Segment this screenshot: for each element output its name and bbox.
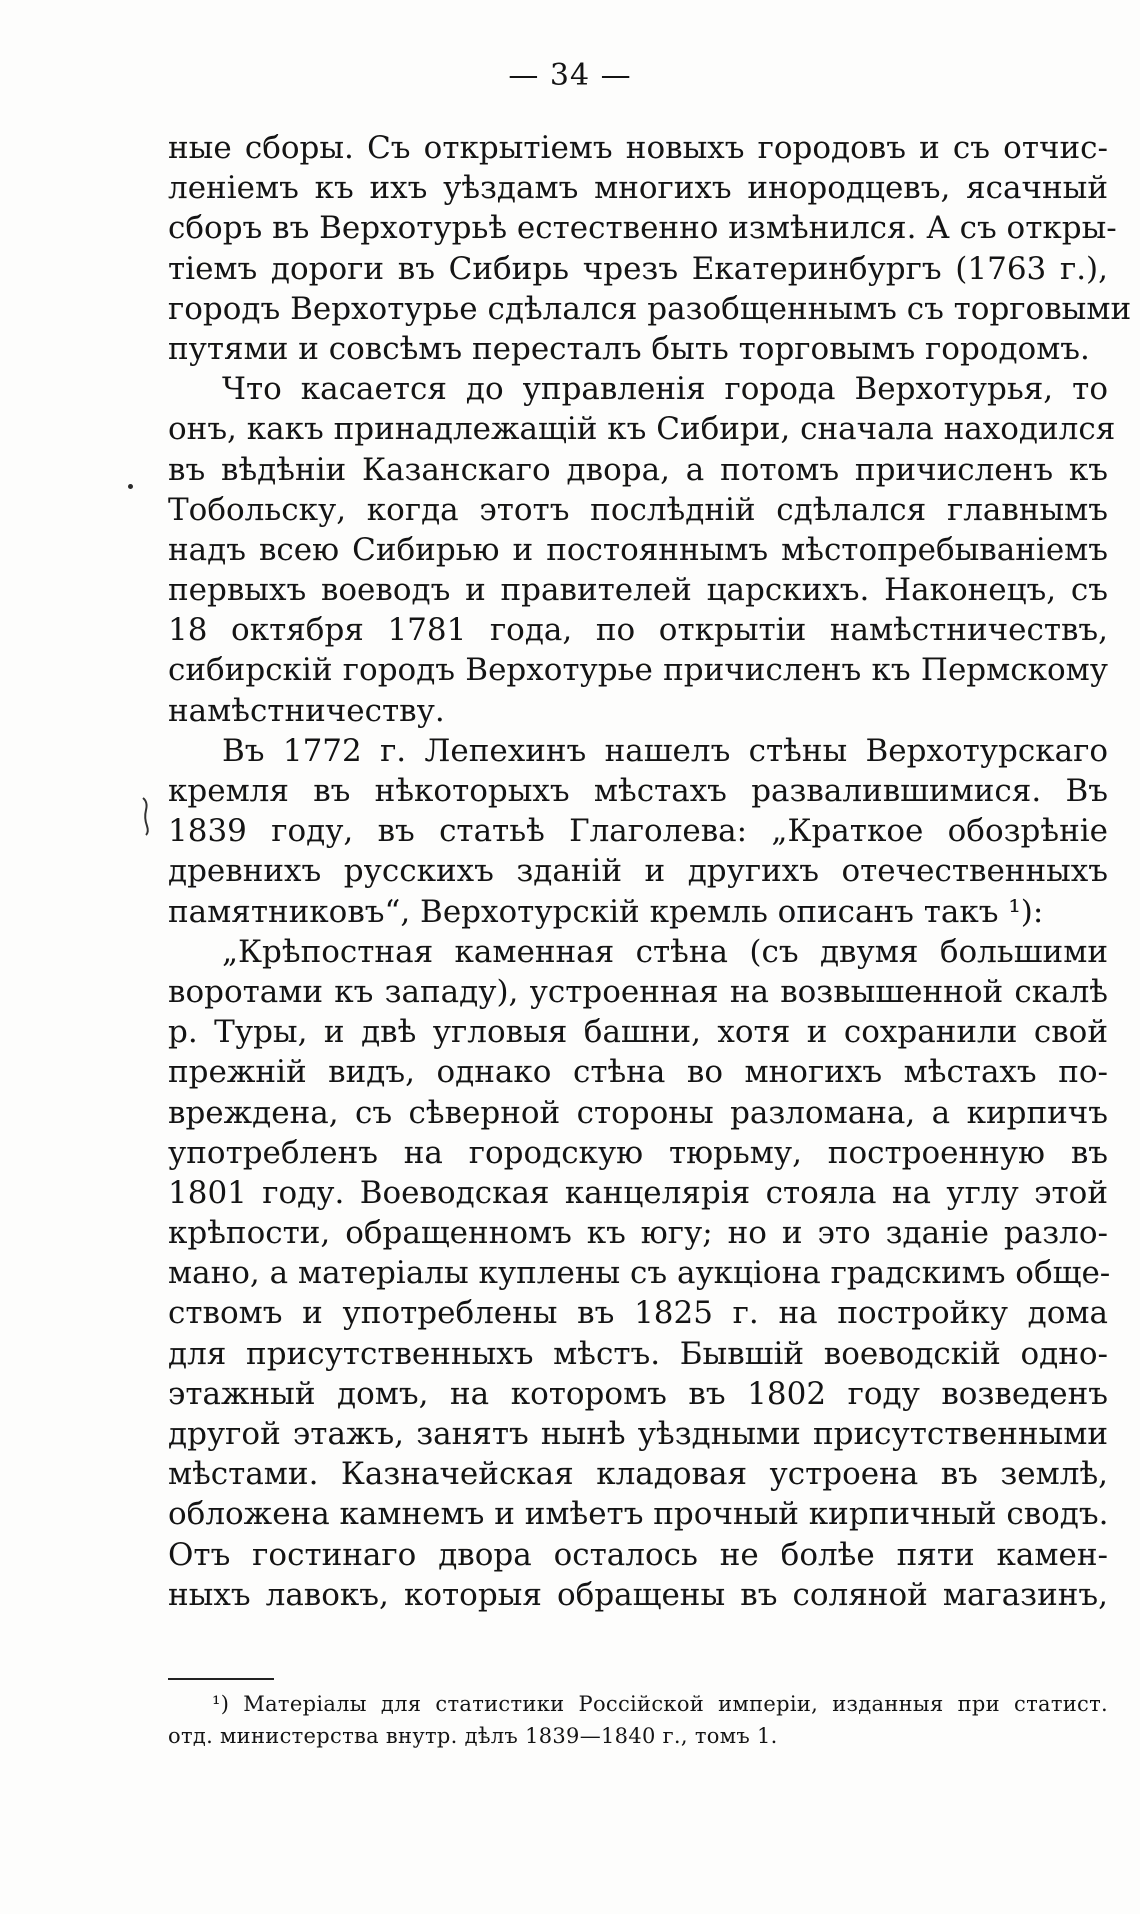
text-line: употребленъ на городскую тюрьму, построенную въ <box>168 1134 1108 1171</box>
text-line: намѣстничеству. <box>168 692 445 729</box>
text-line: мано, а матеріалы куплены съ аукціона градскимъ обще- <box>168 1255 1111 1292</box>
text-line: надъ всею Сибирью и постояннымъ мѣстопребываніемъ <box>168 531 1108 568</box>
text-line: древнихъ русскихъ зданій и другихъ отечественныхъ <box>168 853 1108 890</box>
text-line: мѣстами. Казначейская кладовая устроена въ землѣ, <box>168 1456 1108 1493</box>
text-line: крѣпости, обращенномъ къ югу; но и это зданіе разло- <box>168 1215 1108 1252</box>
text-line: Отъ гостинаго двора осталось не болѣе пяти камен- <box>168 1536 1108 1573</box>
text-line: этажный домъ, на которомъ въ 1802 году возведенъ <box>168 1375 1108 1412</box>
margin-dot-mark <box>128 484 133 489</box>
text-line: сибирскій городъ Верхотурье причисленъ къ Пермскому <box>168 652 1108 689</box>
footnote-line: отд. министерства внутр. дѣлъ 1839—1840 г., томъ 1. <box>168 1724 778 1748</box>
footnote-divider <box>168 1678 274 1680</box>
text-line: тіемъ дороги въ Сибирь чрезъ Екатеринбургъ (1763 г.), <box>168 250 1108 287</box>
text-line: прежній видъ, однако стѣна во многихъ мѣстахъ по- <box>168 1054 1108 1091</box>
text-line: въ вѣдѣніи Казанскаго двора, а потомъ причисленъ къ <box>168 451 1108 488</box>
text-line: ные сборы. Съ открытіемъ новыхъ городовъ и съ отчис- <box>168 130 1108 166</box>
text-line: первыхъ воеводъ и правителей царскихъ. Наконецъ, съ <box>168 572 1108 609</box>
text-line: воротами къ западу), устроенная на возвышенной скалѣ <box>168 973 1108 1010</box>
margin-bracket-mark <box>140 796 152 836</box>
footnotes <box>168 1688 1108 1752</box>
text-line: 18 октября 1781 года, по открытіи намѣстничествъ, <box>168 612 1108 649</box>
text-line: памятниковъ“, Верхотурскій кремль описанъ такъ ¹): <box>168 893 1044 930</box>
text-line: Тобольску, когда этотъ послѣдній сдѣлался главнымъ <box>168 491 1108 528</box>
text-line: вреждена, съ сѣверной стороны разломана, а кирпичъ <box>168 1094 1108 1131</box>
text-line: другой этажъ, занятъ нынѣ уѣздными присутственными <box>168 1416 1108 1452</box>
body-text <box>168 128 1132 1615</box>
text-line: сборъ въ Верхотурьѣ естественно измѣнился. А съ откры- <box>168 210 1117 247</box>
text-line: городъ Верхотурье сдѣлался разобщеннымъ съ торговыми <box>168 290 1132 327</box>
text-line: для присутственныхъ мѣстъ. Бывшій воеводскій одно- <box>168 1335 1108 1372</box>
footnote-line: ¹) Матеріалы для статистики Россійской имперіи, изданныя при статист. <box>212 1692 1108 1716</box>
text-line: ныхъ лавокъ, которыя обращены въ соляной магазинъ, <box>168 1576 1108 1613</box>
text-line: путями и совсѣмъ пересталъ быть торговымъ городомъ. <box>168 330 1090 367</box>
text-line: „Крѣпостная каменная стѣна (съ двумя большими <box>222 933 1108 970</box>
page-number: — 34 — <box>508 58 632 93</box>
text-line: 1839 году, въ статьѣ Глаголева: „Краткое обозрѣніе <box>168 813 1108 850</box>
text-line: Что касается до управленія города Верхотурья, то <box>222 371 1108 408</box>
text-line: ствомъ и употреблены въ 1825 г. на постройку дома <box>168 1295 1108 1332</box>
text-line: кремля въ нѣкоторыхъ мѣстахъ развалившимися. Въ <box>168 773 1108 809</box>
text-line: Въ 1772 г. Лепехинъ нашелъ стѣны Верхотурскаго <box>222 732 1108 769</box>
text-line: обложена камнемъ и имѣетъ прочный кирпичный сводъ. <box>168 1496 1109 1533</box>
text-line: 1801 году. Воеводская канцелярія стояла на углу этой <box>168 1174 1108 1211</box>
text-line: онъ, какъ принадлежащій къ Сибири, сначала находился <box>168 411 1116 448</box>
text-line: р. Туры, и двѣ угловыя башни, хотя и сохранили свой <box>168 1014 1108 1051</box>
text-line: леніемъ къ ихъ уѣздамъ многихъ инородцевъ, ясачный <box>168 170 1108 207</box>
